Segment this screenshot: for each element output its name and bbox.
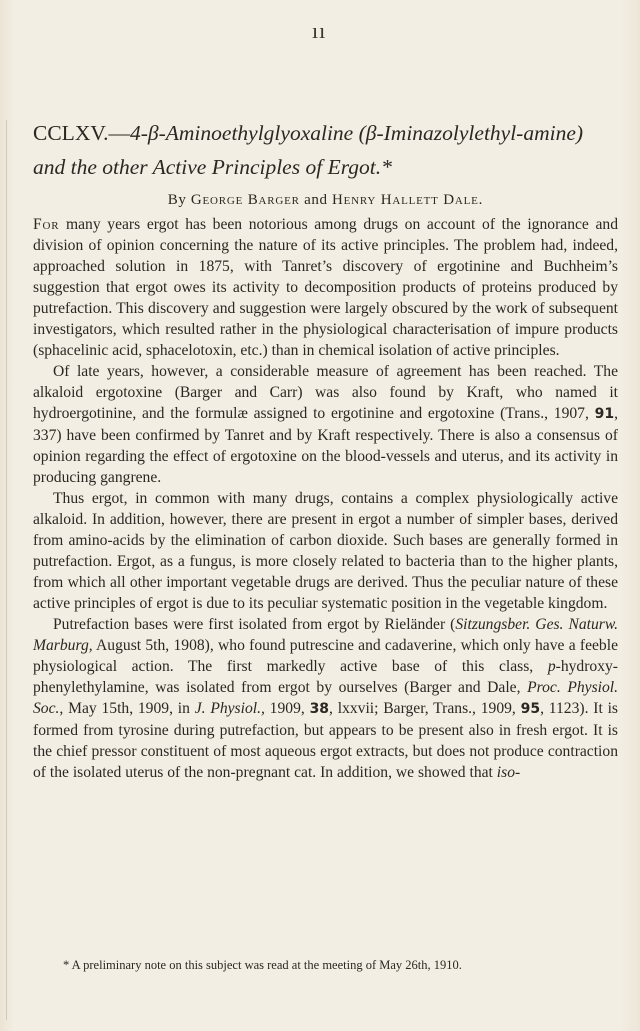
paragraph-1	[33, 214, 618, 361]
paragraph-4-text-a: Putrefaction bases were first isolated from ergot by Rieländer (	[53, 616, 456, 633]
iso-prefix: iso-	[496, 764, 521, 781]
paragraph-4	[33, 614, 618, 783]
author-1: George Barger	[190, 192, 300, 208]
title-compound: 4-β-Aminoethylglyoxaline	[129, 121, 354, 145]
volume-91: 91	[594, 406, 615, 422]
para-prefix: p	[547, 658, 556, 675]
paragraph-1-lead: For	[33, 216, 60, 233]
title-rest: and the other Active Principles of Ergot.*	[33, 155, 392, 179]
article-number: CCLXV.	[33, 121, 109, 145]
page-mark: ıı	[312, 18, 327, 43]
volume-95: 95	[520, 701, 541, 717]
reference-proc-physiol: Proc. Physiol. Soc.,	[33, 679, 618, 717]
paragraph-4-text-c: -hydroxy-phenylethylamine, was isolated from ergot by ourselves (Barger and Dale,	[33, 658, 618, 696]
byline-and: and	[304, 192, 328, 208]
volume-38: 38	[309, 701, 330, 717]
article-body	[33, 214, 618, 783]
paragraph-3	[33, 488, 618, 614]
byline	[33, 192, 618, 209]
article-title	[33, 116, 618, 184]
paragraph-1-text: many years ergot has been notorious among drugs on account of the ignorance and division of opinion concerning the nature of its active principles. The problem had, indeed, approached solution in 1875, with Tanret’s discovery of ergotinine and Buchheim’s suggestion that ergot owes its activity to decomposition products of proteins produced by putrefaction. This discovery and suggestion were largely obscured by the work of subsequent investigators, which resulted rather in the physiological characterisation of impure products (sphacelinic acid, sphacelotoxin, etc.) than in chemical isolation of active principles.	[33, 216, 618, 359]
paragraph-4-text-d: May 15th, 1909, in	[63, 700, 195, 717]
paragraph-4-text-f: , lxxvii; Barger, Trans., 1909,	[329, 700, 521, 717]
title-dash: —	[108, 121, 130, 145]
paragraph-2-text-a: Of late years, however, a considerable measure of agreement has been reached. The alkaloid ergotoxine (Barger and Carr) was also found by Kraft, who named it hydroergotinine, and the formulæ assigned to ergotinine and ergotoxine (Trans., 1907,	[33, 363, 618, 422]
gutter-line	[6, 120, 7, 1020]
paragraph-4-text-g: , 1123). It is formed from tyrosine during putrefaction, but appears to be present also in fresh ergot. It is the chief pressor constituent of most aqueous ergot extracts, but does not produce contraction of the isolated uterus of the non-pregnant cat. In addition, we showed that	[33, 700, 618, 781]
byline-by: By	[167, 192, 187, 208]
paragraph-2	[33, 361, 618, 488]
author-2: Henry Hallett Dale.	[331, 192, 484, 208]
footnote: * A preliminary note on this subject was read at the meeting of May 26th, 1910.	[63, 958, 462, 972]
paragraph-4-text-e: 1909,	[264, 700, 310, 717]
paragraph-2-text-b: , 337) have been confirmed by Tanret and by Kraft respectively. There is also a consensus of opinion regarding the effect of ergotoxine on the blood-vessels and uterus, and its activity in producing gangrene.	[33, 405, 618, 486]
reference-sitzungsber: Sitzungsber. Ges. Naturw. Marburg,	[33, 616, 618, 654]
paragraph-4-text-b: August 5th, 1908), who found putrescine and cadaverine, which only have a feeble physiological action. The first markedly active base of this class,	[33, 637, 618, 675]
paragraph-3-text: Thus ergot, in common with many drugs, contains a complex physiologically active alkaloid. In addition, however, there are present in ergot a number of simpler bases, derived from amino-acids by the elimination of carbon dioxide. Such bases are generally formed in putrefaction. Ergot, as a fungus, is more closely related to bacteria than to the higher plants, from which all other important vegetable drugs are derived. Thus the peculiar nature of these active principles of ergot is due to its peculiar systematic position in the vegetable kingdom.	[33, 490, 618, 612]
reference-j-physiol: J. Physiol.,	[194, 700, 265, 717]
title-synonym: (β-Iminazolylethyl-amine)	[358, 121, 584, 145]
